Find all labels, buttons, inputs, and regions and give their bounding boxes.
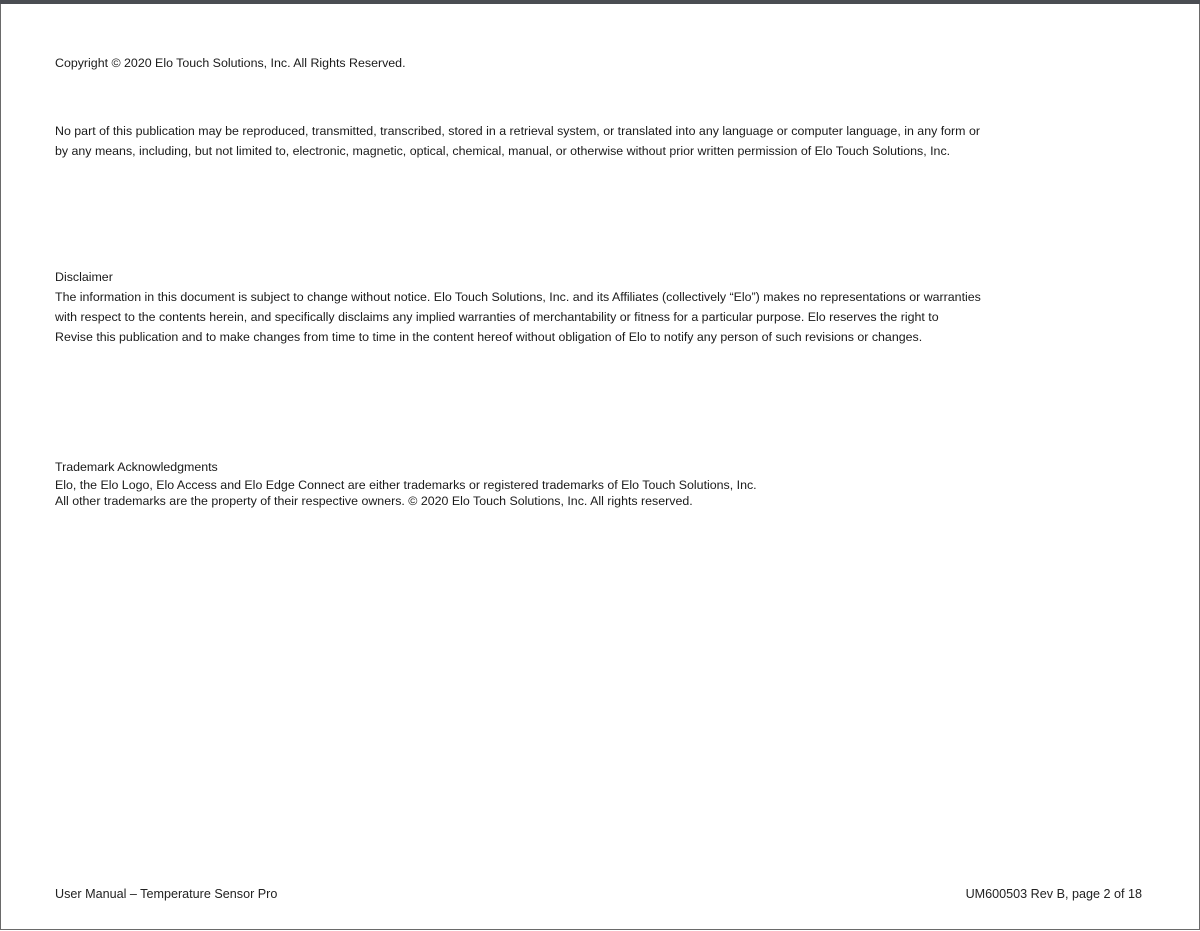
footer-page-number: UM600503 Rev B, page 2 of 18 bbox=[965, 887, 1142, 901]
copyright-notice bbox=[55, 53, 406, 73]
trademark-line: Elo, the Elo Logo, Elo Access and Elo Edge Connect are either trademarks or registered trademarks of Elo Touch Solutions, Inc. bbox=[55, 478, 757, 492]
copyright-text: Copyright © 2020 Elo Touch Solutions, Inc. All Rights Reserved. bbox=[55, 56, 406, 70]
disclaimer-line: Revise this publication and to make changes from time to time in the content hereof without obligation of Elo to notify any person of such revisions or changes. bbox=[55, 330, 923, 344]
document-page bbox=[0, 4, 1200, 930]
rights-line: by any means, including, but not limited to, electronic, magnetic, optical, chemical, manual, or otherwise without prior written permission of Elo Touch Solutions, Inc. bbox=[55, 144, 951, 158]
footer-document-title: User Manual – Temperature Sensor Pro bbox=[55, 887, 278, 901]
trademark-section bbox=[55, 457, 757, 509]
disclaimer-section bbox=[55, 267, 981, 347]
reproduction-rights-paragraph bbox=[55, 121, 980, 161]
rights-line: No part of this publication may be reproduced, transmitted, transcribed, stored in a retrieval system, or translated into any language or computer language, in any form or bbox=[55, 124, 980, 138]
trademark-heading: Trademark Acknowledgments bbox=[55, 460, 218, 474]
disclaimer-line: The information in this document is subject to change without notice. Elo Touch Solutions, Inc. and its Affiliates (collectively “Elo”) makes no representations or warranties bbox=[55, 290, 981, 304]
disclaimer-heading: Disclaimer bbox=[55, 270, 113, 284]
disclaimer-line: with respect to the contents herein, and specifically disclaims any implied warranties of merchantability or fitness for a particular purpose. Elo reserves the right to bbox=[55, 310, 939, 324]
trademark-line: All other trademarks are the property of their respective owners. © 2020 Elo Touch Solutions, Inc. All rights reserved. bbox=[55, 494, 693, 508]
